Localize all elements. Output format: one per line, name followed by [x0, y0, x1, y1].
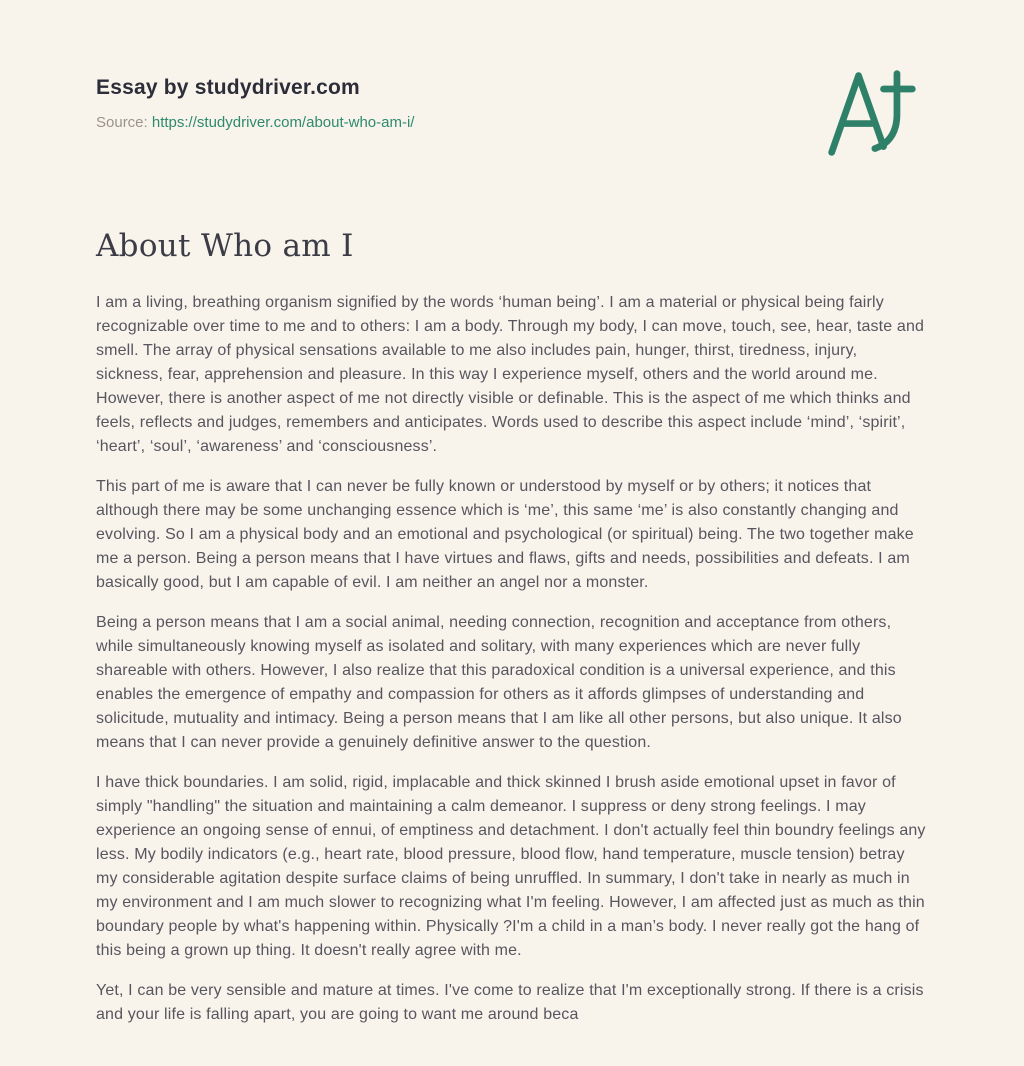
source-label: Source: [96, 114, 148, 131]
essay-paragraph-4: I have thick boundaries. I am solid, rigid, implacable and thick skinned I brush aside emotional upset in favor of simply "handling" the situation and maintaining a calm demeanor. I suppress or deny strong feelings. I may experience an ongoing sense of ennui, of emptiness and detachment. I don't actually feel thin boundry feelings any less. My bodily indicators (e.g., heart rate, blood pressure, blood flow, hand temperature, muscle tension) betray my considerable agitation despite surface claims of being unruffled. In summary, I don't take in nearly as much in my environment and I am much slower to recognizing what I'm feeling. However, I am affected just as much as thin boundary people by what's happening within. Physically ?I'm a child in a man’s body. I never really got the hang of this being a grown up thing. It doesn't really agree with me. [96, 774, 926, 959]
essay-title: About Who am I [96, 228, 354, 264]
essay-byline: Essay by studydriver.com [96, 76, 360, 99]
essay-paragraph-3: Being a person means that I am a social animal, needing connection, recognition and acceptance from others, while simultaneously knowing myself as isolated and solitary, with many experiences which are never fully shareable with others. However, I also realize that this paradoxical condition is a universal experience, and this enables the emergence of empathy and compassion for others as it affords glimpses of understanding and solicitude, mutuality and intimacy. Being a person means that I am like all other persons, but also unique. It also means that I can never provide a genuinely definitive answer to the question. [96, 614, 902, 751]
page-header [96, 76, 928, 131]
essay-paragraph-1: I am a living, breathing organism signified by the words ‘human being’. I am a material or physical being fairly recognizable over time to me and to others: I am a body. Through my body, I can move, touch, see, hear, taste and smell. The array of physical sensations available to me also includes pain, hunger, thirst, tiredness, injury, sickness, fear, apprehension and pleasure. In this way I experience myself, others and the world around me. However, there is another aspect of me not directly visible or definable. This is the aspect of me which thinks and feels, reflects and judges, remembers and anticipates. Words used to describe this aspect include ‘mind’, ‘spirit’, ‘heart’, ‘soul’, ‘awareness’ and ‘consciousness’. [96, 294, 925, 455]
essay-body [96, 291, 928, 1027]
studydriver-logo-icon [824, 66, 920, 160]
source-url-link[interactable]: https://studydriver.com/about-who-am-i/ [151, 114, 415, 131]
source-line [96, 114, 928, 131]
essay-paragraph-2: This part of me is aware that I can never be fully known or understood by myself or by others; it notices that although there may be some unchanging essence which is ‘me’, this same ‘me’ is also constantly changing and evolving. So I am a physical body and an emotional and psychological (or spiritual) being. The two together make me a person. Being a person means that I have virtues and flaws, gifts and needs, possibilities and defeats. I am basically good, but I am capable of evil. I am neither an angel nor a monster. [96, 478, 914, 591]
essay-paragraph-5: Yet, I can be very sensible and mature at times. I've come to realize that I'm exceptionally strong. If there is a crisis and your life is falling apart, you are going to want me around beca [96, 982, 924, 1023]
